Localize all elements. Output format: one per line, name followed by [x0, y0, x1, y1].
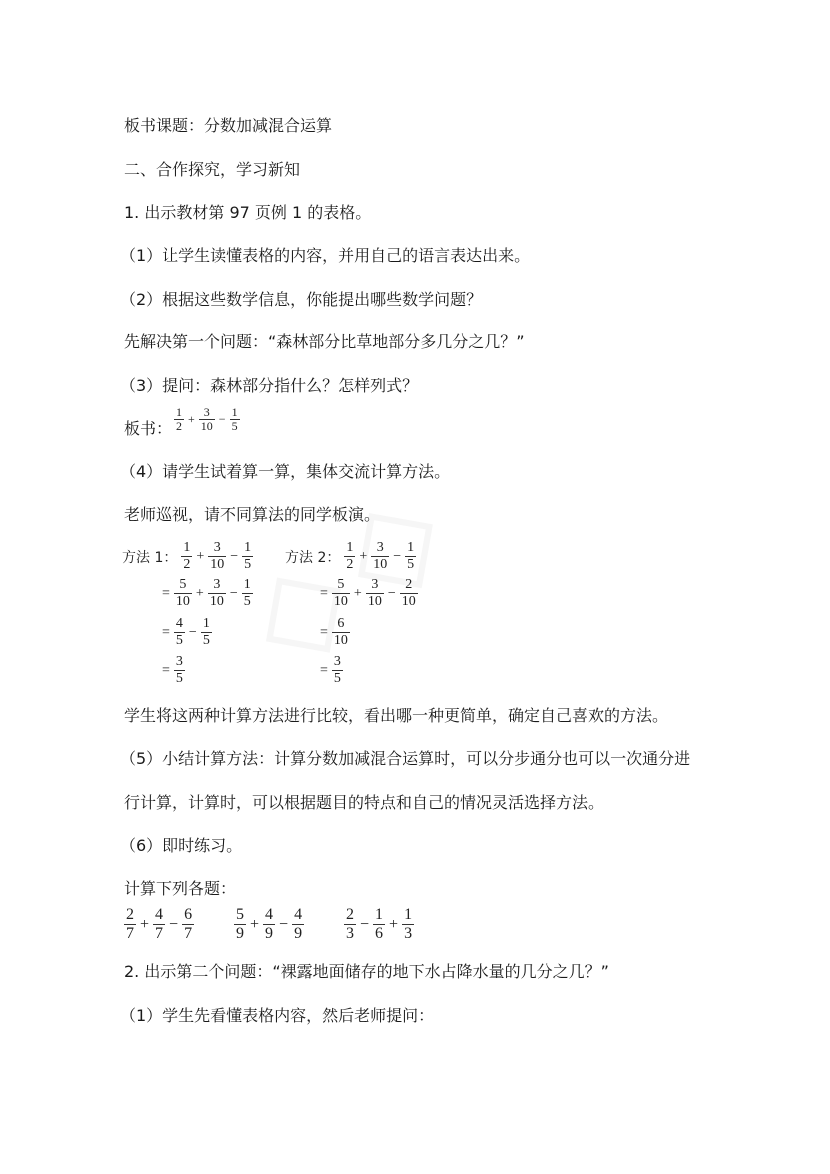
text-line: 1. 出示教材第 97 页例 1 的表格。: [124, 203, 372, 222]
text-line: （1）让学生读懂表格的内容，并用自己的语言表达出来。: [120, 246, 531, 265]
text-line: （1）学生先看懂表格内容，然后老师提问：: [120, 1006, 435, 1025]
text-line: （3）提问：森林部分指什么？怎样列式？: [120, 376, 419, 395]
fraction: $\frac{3}{10}$: [200, 405, 213, 433]
text-line: （5）小结计算方法：计算分数加减混合运算时，可以分步通分也可以一次通分进: [120, 749, 691, 768]
text-line: 计算下列各题：: [124, 879, 237, 898]
method2-row3: = $\frac{6}{10}$: [320, 616, 348, 648]
text-line: 学生将这两种计算方法进行比较，看出哪一种更简单，确定自己喜欢的方法。: [124, 706, 669, 725]
text-line: 先解决第一个问题：“森林部分比草地部分多几分之几？”: [124, 332, 525, 351]
text-line: （2）根据这些数学信息，你能提出哪些数学问题？: [120, 290, 483, 309]
section-heading: 二、合作探究，学习新知: [124, 160, 301, 179]
method1-row3: = $\frac{4}{5}$ − $\frac{1}{5}$: [162, 616, 210, 648]
method1-row2: = $\frac{5}{10}$ + $\frac{3}{10}$ − $\frac{1}{5}$: [162, 577, 251, 609]
method2-row4: = $\frac{3}{5}$: [320, 654, 341, 686]
text-line: 老师巡视，请不同算法的同学板演。: [124, 505, 381, 524]
method2-row1: 方法 2： $\frac{1}{2}$ + $\frac{3}{10}$ − $\frac{1}{5}$: [285, 540, 415, 572]
exercise-2: $\frac{5}{9}$ + $\frac{4}{9}$ − $\frac{4}{9}$: [236, 906, 303, 942]
method1-row1: 方法 1： $\frac{1}{2}$ + $\frac{3}{10}$ − $\frac{1}{5}$: [122, 540, 252, 572]
method1-label: 方法 1：: [122, 549, 178, 566]
text-line: （6）即时练习。: [120, 836, 243, 855]
fraction: $\frac{1}{2}$: [176, 405, 182, 433]
method2-row2: = $\frac{5}{10}$ + $\frac{3}{10}$ − $\frac{2}{10}$: [320, 577, 416, 609]
exercise-3: $\frac{2}{3}$ − $\frac{1}{6}$ + $\frac{1}{3}$: [346, 906, 413, 942]
method2-label: 方法 2：: [285, 549, 341, 566]
text-line: 板书课题：分数加减混合运算: [124, 116, 333, 135]
exercise-1: $\frac{2}{7}$ + $\frac{4}{7}$ − $\frac{6}{7}$: [126, 906, 193, 942]
fraction: $\frac{1}{5}$: [231, 405, 238, 433]
banshu-expression: $\frac{1}{2}$ + $\frac{3}{10}$ − $\frac{1}{5}$: [176, 405, 238, 433]
banshu-label: 板书：: [124, 419, 173, 438]
method1-row4: = $\frac{3}{5}$: [162, 654, 183, 686]
text-line: 2. 出示第二个问题：“裸露地面储存的地下水占降水量的几分之几？”: [124, 962, 609, 981]
text-line: 行计算，计算时，可以根据题目的特点和自己的情况灵活选择方法。: [124, 793, 605, 812]
text-line: （4）请学生试着算一算，集体交流计算方法。: [120, 462, 451, 481]
